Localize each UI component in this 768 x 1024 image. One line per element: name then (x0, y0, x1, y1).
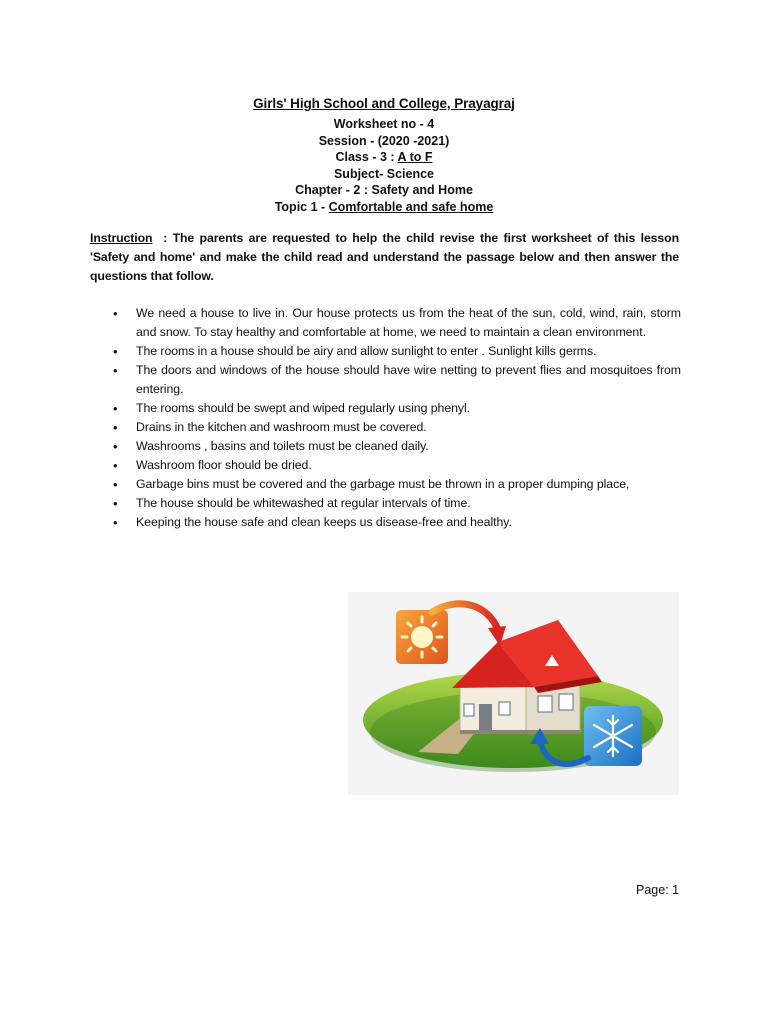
page-number: Page: 1 (636, 883, 680, 897)
school-name: Girls' High School and College, Prayagraj (253, 96, 515, 111)
safety-point-text: We need a house to live in. Our house protects us from the heat of the sun, cold, wind, rain, storm and snow. To stay healthy and comfortable at home, we need to maintain a clean environment. (136, 306, 681, 339)
safety-point-text: The rooms in a house should be airy and allow sunlight to enter . Sunlight kills germs. (136, 344, 597, 358)
safety-point (109, 494, 681, 513)
instruction-text: : The parents are requested to help the child revise the first worksheet of this lesson 'Safety and home' and make the child read and understand the passage below and then answer the questions that follow. (90, 231, 679, 283)
safety-point-text: Washrooms , basins and toilets must be cleaned daily. (136, 439, 429, 453)
worksheet-header (0, 94, 768, 216)
safety-point (109, 437, 681, 456)
bullet-glyph: • (113, 363, 118, 378)
bullet-glyph: • (113, 496, 118, 511)
safety-point-text: Washroom floor should be dried. (136, 458, 312, 472)
safety-point-text: The rooms should be swept and wiped regularly using phenyl. (136, 401, 471, 415)
instruction-paragraph (90, 229, 679, 285)
class-sections: A to F (397, 150, 433, 165)
bullet-glyph: • (113, 458, 118, 473)
safety-point (109, 418, 681, 437)
topic-line (0, 199, 768, 216)
house-illustration (348, 592, 679, 795)
safety-point (109, 342, 681, 361)
safety-point-text: The house should be whitewashed at regular intervals of time. (136, 496, 471, 510)
safety-points-list (109, 304, 681, 532)
safety-point-text: The doors and windows of the house should have wire netting to prevent flies and mosquitoes from entering. (136, 363, 681, 396)
worksheet-number: Worksheet no - 4 (333, 117, 435, 131)
class-line (0, 149, 768, 166)
safety-point (109, 361, 681, 399)
safety-point-text: Drains in the kitchen and washroom must be covered. (136, 420, 427, 434)
bullet-glyph: • (113, 344, 118, 359)
safety-point (109, 513, 681, 532)
safety-point (109, 456, 681, 475)
chapter: Chapter - 2 : Safety and Home (295, 183, 473, 198)
subject: Subject- Science (333, 166, 435, 181)
class-prefix: Class - 3 : (335, 150, 398, 165)
safety-point (109, 475, 681, 494)
safety-point-text: Keeping the house safe and clean keeps us disease-free and healthy. (136, 515, 512, 529)
session: Session - (2020 -2021) (318, 133, 450, 148)
bullet-glyph: • (113, 420, 118, 435)
safety-point (109, 304, 681, 342)
bullet-glyph: • (113, 477, 118, 492)
safety-point-text: Garbage bins must be covered and the garbage must be thrown in a proper dumping place, (136, 477, 630, 491)
bullet-glyph: • (113, 439, 118, 454)
instruction-label: Instruction (90, 231, 153, 245)
topic-prefix: Topic 1 - (274, 199, 329, 214)
topic-title: Comfortable and safe home (328, 199, 494, 214)
bullet-glyph: • (113, 401, 118, 416)
bullet-glyph: • (113, 515, 118, 530)
bullet-glyph: • (113, 306, 118, 321)
house-sun-snow-icon (348, 592, 679, 795)
safety-point (109, 399, 681, 418)
